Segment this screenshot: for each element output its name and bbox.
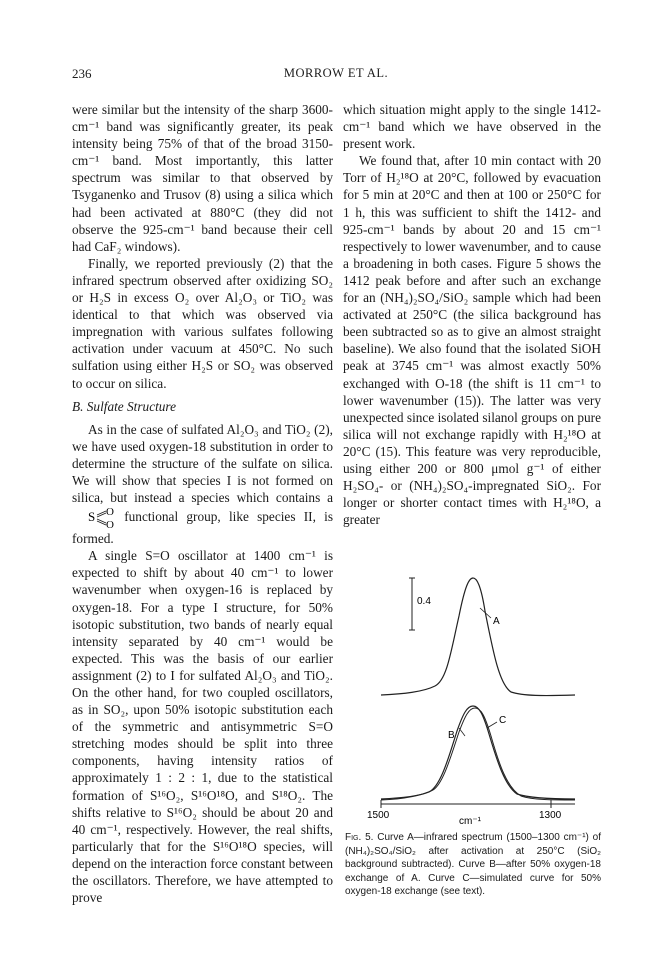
spectra-plot bbox=[363, 556, 583, 832]
svg-text:O: O bbox=[106, 519, 114, 529]
caption-text: Curve A—infrared spectrum (1500–1300 cm⁻¹) of (NH₄)₂SO₄/SiO₂ after activation at 250°C (SiO₂ background subtracted). Curve B—after 50% oxygen-18 exchange of A. Curve C—simulated curve for 50% oxygen-18 exchange (see text). bbox=[345, 832, 601, 898]
paragraph-continued: were similar but the intensity of the sharp 3600-cm⁻¹ band was significantly greater, its peak intensity being 75% of that of the broad 3150-cm⁻¹ band. Most importantly, this latter spectrum was similar to that observed by Tsyganenko and Trusov (8) using a silica which had been activated at 880°C (they did not observe the 925-cm⁻¹ band because their cell had CaF₂ windows). bbox=[72, 102, 333, 254]
page-header bbox=[72, 66, 600, 86]
right-column bbox=[343, 101, 601, 528]
paragraph-structure-end: functional group, like species II, is formed. bbox=[72, 509, 334, 547]
svg-text:O: O bbox=[106, 506, 114, 519]
curve-c-pointer bbox=[487, 722, 497, 728]
paragraph-structure-text: As in the case of sulfated Al₂O₃ and TiO₂ (2), we have used oxygen-18 substitution in order to determine the structure of the sulfate on silica. We will show that species I is not formed on silica, but instead a species which contains a bbox=[72, 421, 333, 506]
caption-label: Fig. 5. bbox=[345, 832, 374, 843]
x-tick-label-right: 1300 bbox=[539, 810, 562, 821]
paragraph-continued-right: which situation might apply to the single 1412-cm⁻¹ band which we have observed in the present work. bbox=[343, 102, 601, 152]
paragraph-exchange: We found that, after 10 min contact with 20 Torr of H₂¹⁸O at 20°C, followed by evacuation for 5 min at 20°C and then at 100 or 250°C for 1 h, this was sufficient to shift the 1412- and 925-cm⁻¹ bands by about 20 and 15 cm⁻¹ respectively to lower wavenumber, and to cause a broadening in both cases. Figure 5 shows the 1412 peak before and after such an exchange for an (NH₄)₂SO₄/SiO₂ sample which had been activated at 250°C (the silica background has been subtracted so as to give an almost straight baseline). We also found that the isolated SiOH peak at 3745 cm⁻¹ was almost exactly 50% exchanged with O-18 (the shift is 11 cm⁻¹ to lower wavenumber (15)). The latter was very unexpected since isolated silanol groups on pure silica will not exchange rapidly with H₂¹⁸O at 20°C (15). This feature was very reproducible, using either 200 or 800 μmol g⁻¹ of either H₂SO₄- or (NH₄)₂SO₄-impregnated SiO₂. For longer or shorter contact times with H₂¹⁸O, a greater bbox=[343, 153, 601, 528]
curve-b-pointer bbox=[459, 728, 465, 736]
curve-b bbox=[381, 706, 575, 799]
curve-a-label: A bbox=[493, 616, 500, 627]
sulfonyl-formula bbox=[72, 506, 116, 530]
curve-c bbox=[381, 708, 575, 800]
paragraph-oscillator: A single S=O oscillator at 1400 cm⁻¹ is expected to shift by about 40 cm⁻¹ to lower wavenumber when oxygen-16 is replaced by oxygen-18. For a type I structure, for 50% isotopic substitution, two bands of nearly equal intensity separated by 40 cm⁻¹ would be expected. This was the basis of our earlier assignment (2) to I for sulfated Al₂O₃ and TiO₂. On the other hand, for two coupled oscillators, as in SO₂, upon 50% isotopic substitution each of the symmetric and antisymmetric S=O stretching modes should be split into three components, having intensity ratios of approximately 1 : 2 : 1, due to the statistical formation of S¹⁶O₂, S¹⁶O¹⁸O, and S¹⁸O₂. The shifts relative to S¹⁶O₂ should be about 20 and 40 cm⁻¹, respectively. However, the real shifts, particularly that for the S¹⁶O¹⁸O species, will depend on the interaction force constant between the oscillators. Therefore, we have attempted to prove bbox=[72, 548, 333, 906]
left-column bbox=[72, 101, 333, 906]
x-tick-label-left: 1500 bbox=[367, 810, 390, 821]
svg-text:S: S bbox=[88, 509, 96, 525]
running-head: MORROW ET AL. bbox=[283, 66, 389, 80]
paragraph-sulfation: Finally, we reported previously (2) that the infrared spectrum observed after oxidizing SO₂ or H₂S in excess O₂ over Al₂O₃ or TiO₂ was identical to that which was observed via impregnation with various sulfates following activation under vacuum at 450°C. No such sulfation using either H₂S or SO₂ was observed to occur on silica. bbox=[72, 255, 333, 391]
curve-c-label: C bbox=[499, 715, 507, 726]
curve-b-label: B bbox=[448, 730, 455, 741]
x-axis-unit: cm⁻¹ bbox=[459, 816, 481, 827]
figure-5 bbox=[363, 556, 583, 832]
section-heading: B. Sulfate Structure bbox=[72, 398, 177, 414]
figure-caption bbox=[345, 831, 601, 899]
curve-a bbox=[381, 578, 575, 696]
scale-label: 0.4 bbox=[417, 596, 431, 607]
sulfonyl-formula-drawing bbox=[88, 506, 116, 528]
paragraph-structure bbox=[72, 421, 333, 548]
page-number: 236 bbox=[72, 66, 92, 81]
